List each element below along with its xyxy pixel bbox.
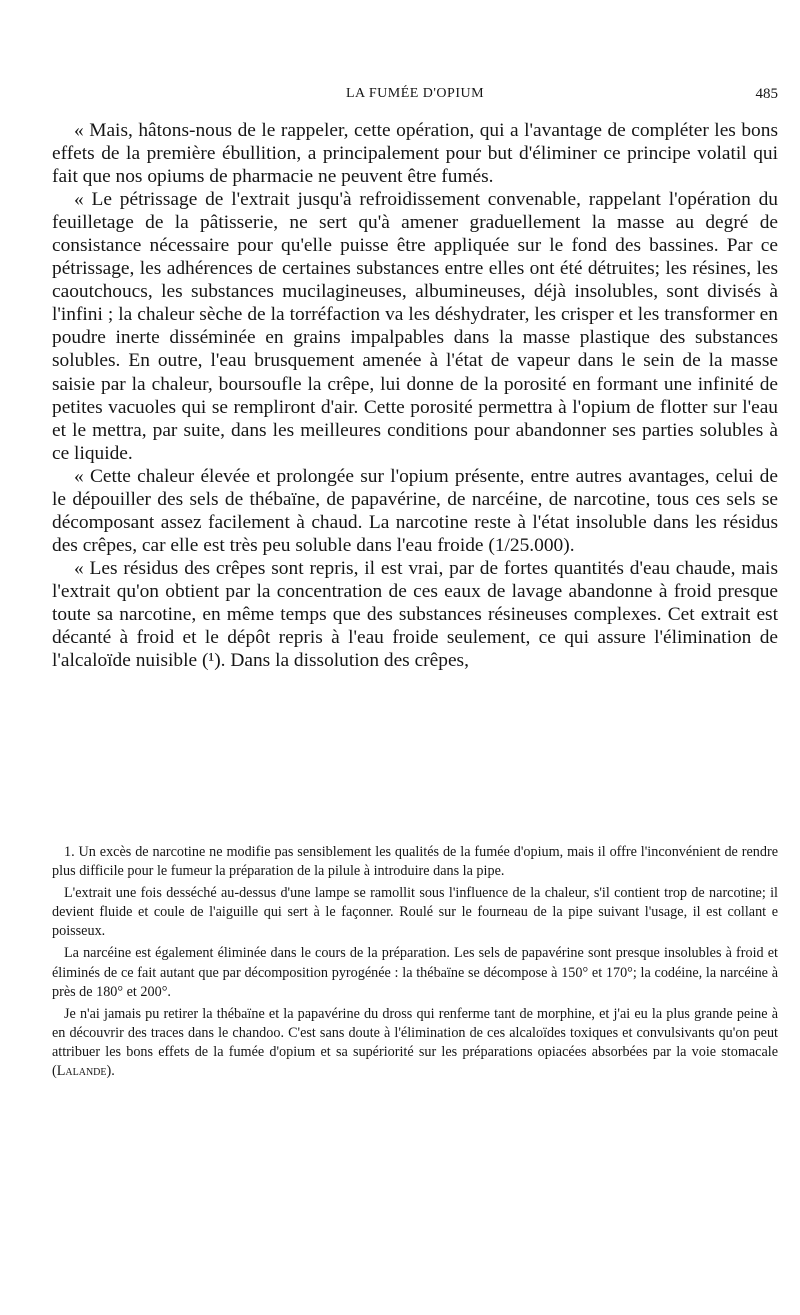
- footnote-text: Je n'ai jamais pu retirer la thébaïne et la papavérine du dross qui renferme tant de morphine, et j'ai eu la plus grande peine à en découvrir des traces dans le chandoo. C'est sans doute à l'élimination de ces alcaloïdes toxiques et convulsivants qu'on peut attribuer les bons effets de la fumée d'opium et sa supériorité sur les préparations opiacées absorbées par la voie stomacale (: [52, 1005, 778, 1080]
- footnote-author: Lalande: [56, 1063, 107, 1080]
- page-header: [52, 86, 778, 106]
- page-number: 485: [755, 86, 778, 102]
- footnote-closing: ).: [106, 1063, 115, 1080]
- footnote-paragraph: 1. Un excès de narcotine ne modifie pas sensiblement les qualités de la fumée d'opium, mais il offre l'inconvénient de rendre plus difficile pour le fumeur la préparation de la pilule à introduire dans la pipe.: [52, 844, 778, 880]
- running-title: LA FUMÉE D'OPIUM: [345, 86, 485, 101]
- footnotes: [52, 843, 778, 1084]
- body-paragraph: « Les résidus des crêpes sont repris, il est vrai, par de fortes quantités d'eau chaude, mais l'extrait qu'on obtient par la concentration de ces eaux de lavage abandonne à froid presque toute sa narcotine, en même temps que des substances résineuses complexes. Cet extrait est décanté à froid et le dépôt repris à l'eau froide seulement, ce qui assure l'élimination de l'alcaloïde nuisible (¹). Dans la dissolution des crêpes,: [52, 557, 778, 672]
- main-text: [52, 119, 778, 672]
- body-paragraph: « Mais, hâtons-nous de le rappeler, cette opération, qui a l'avantage de compléter les bons effets de la première ébullition, a principalement pour but d'éliminer ce principe volatil qui fait que nos opiums de pharmacie ne peuvent être fumés.: [52, 120, 778, 188]
- footnote-paragraph: [52, 1005, 778, 1081]
- body-paragraph: « Le pétrissage de l'extrait jusqu'à refroidissement convenable, rappelant l'opération du feuilletage de la pâtisserie, ne sert qu'à amener graduellement la masse au degré de consistance nécessaire pour qu'elle puisse être appliquée sur le fond des bassines. Par ce pétrissage, les adhérences de certaines substances entre elles ont été détruites; les résines, les caoutchoucs, les substances mucilagineuses, albumineuses, déjà insolubles, sont divisés à l'infini ; la chaleur sèche de la torréfaction va les déshydrater, les crisper et les transformer en poudre inerte disséminée en grains impalpables dans la masse plastique des substances solubles. En outre, l'eau brusquement amenée à l'état de vapeur dans le sein de la masse saisie par la chaleur, boursoufle la crêpe, lui donne de la porosité en formant une infinité de petites vacuoles qui se rempliront d'air. Cette porosité permettra à l'opium de flotter sur l'eau et le mettra, par suite, dans les meilleures conditions pour abandonner ses parties solubles à ce liquide.: [52, 189, 778, 464]
- footnote-paragraph: La narcéine est également éliminée dans le cours de la préparation. Les sels de papavérine sont presque insolubles à froid et éliminés de ce fait autant que par décomposition pyrogénée : la thébaïne se décompose à 150° et 170°; la codéine, la narcéine à près de 180° et 200°.: [52, 945, 778, 1000]
- footnote-paragraph: L'extrait une fois desséché au-dessus d'une lampe se ramollit sous l'influence de la chaleur, s'il contient trop de narcotine; il devient fluide et coule de l'aiguille qui sert à le façonner. Roulé sur le fourneau de la pipe suivant l'usage, il est collant e poisseux.: [52, 885, 778, 940]
- body-paragraph: « Cette chaleur élevée et prolongée sur l'opium présente, entre autres avantages, celui de le dépouiller des sels de thébaïne, de papavérine, de narcéine, de narcotine, tous ces sels se décomposant assez facilement à chaud. La narcotine reste à l'état insoluble dans les résidus des crêpes, car elle est très peu soluble dans l'eau froide (1/25.000).: [52, 465, 778, 556]
